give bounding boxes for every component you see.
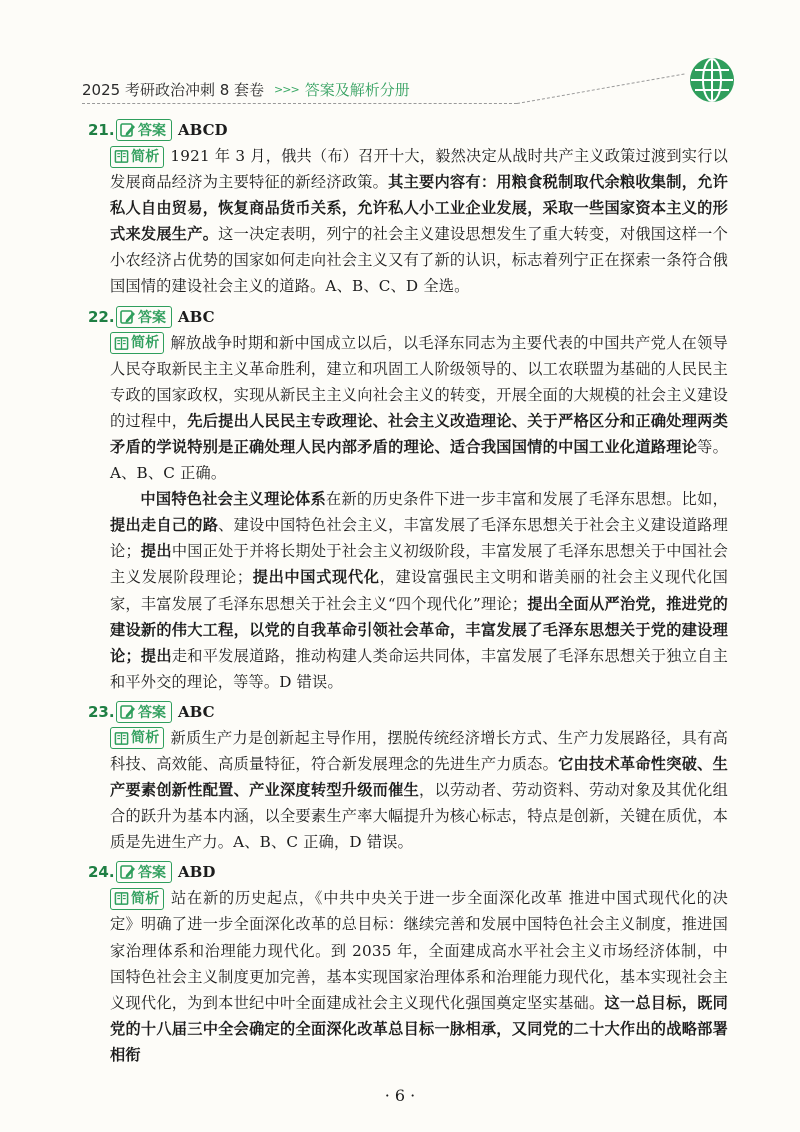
- pencil-icon: [120, 704, 136, 720]
- analysis-paragraph: [110, 725, 728, 855]
- answer-label-badge: [116, 306, 172, 328]
- bold-text: 提出走自己的路: [110, 516, 219, 535]
- analysis-paragraph: [110, 885, 728, 1068]
- question-number: 21.: [88, 121, 115, 139]
- analysis-label-badge: [110, 146, 164, 168]
- book-icon: [114, 731, 129, 746]
- answer-value: ABD: [178, 863, 216, 882]
- text-segment: 走和平发展道路，推动构建人类命运共同体，丰富发展了毛泽东思想关于独立自主和平外交的理论，等等。D 错误。: [110, 646, 728, 691]
- question-number: 23.: [88, 702, 115, 721]
- analysis-label-badge: [110, 888, 164, 910]
- bold-text: 提出中国式现代化: [252, 568, 380, 587]
- answer-content: [88, 113, 728, 1068]
- bold-text: 提出: [140, 542, 172, 561]
- header-divider: [82, 103, 517, 104]
- answer-label: 答案: [138, 704, 166, 721]
- analysis-label: 简析: [131, 890, 160, 907]
- analysis-label: 简析: [131, 148, 160, 165]
- book-icon: [114, 891, 129, 906]
- bold-text: 其主要内容有：用粮食税制取代余粮收集制，允许私人自由贸易，恢复商品货币关系，允许私人小工业企业发展，采取一些国家资本主义的形式来发展生产。: [110, 173, 728, 244]
- answer-value: ABC: [178, 702, 215, 721]
- book-title: 2025 考研政治冲刺 8 套卷: [82, 80, 265, 99]
- analysis-paragraph: [110, 143, 728, 300]
- analysis-label: 简析: [131, 730, 160, 747]
- analysis-paragraph: [110, 486, 728, 695]
- section-subtitle: 答案及解析分册: [304, 80, 410, 99]
- book-icon: [114, 149, 129, 164]
- question-number: 22.: [88, 307, 115, 326]
- text-segment: ，建设富强民主文明和谐美丽的社会主义现代化国家，丰富发展了毛泽东思想关于社会主义“四个现代化”理论；: [110, 568, 728, 613]
- answer-label-badge: [116, 119, 172, 141]
- answer-label-badge: [116, 861, 172, 883]
- text-segment: 1921 年 3 月，俄共（布）召开十大，毅然决定从战时共产主义政策过渡到实行以发展商品经济为主要特征的新经济政策。: [110, 147, 728, 192]
- pencil-icon: [120, 864, 136, 880]
- bold-text: 先后提出人民民主专政理论、社会主义改造理论、关于严格区分和正确处理两类矛盾的学说特别是正确处理人民内部矛盾的理论、适合我国国情的中国工业化道路理论: [110, 411, 729, 456]
- bold-text: 它由技术革命性突破、生产要素创新性配置、产业深度转型升级而催生: [110, 754, 728, 800]
- question-header: [88, 117, 728, 143]
- page-number: · 6 ·: [384, 1086, 416, 1105]
- text-segment: 在新的历史条件下进一步丰富和发展了毛泽东思想。比如，: [325, 490, 729, 509]
- answer-label: 答案: [138, 865, 166, 882]
- text-segment: 新质生产力是创新起主导作用，摆脱传统经济增长方式、生产力发展路径，具有高科技、高效能、高质量特征，符合新发展理念的先进生产力质态。: [110, 728, 728, 773]
- analysis-label: 简析: [131, 335, 160, 352]
- question-header: [88, 699, 728, 725]
- text-segment: 中国正处于并将长期处于社会主义初级阶段，丰富发展了毛泽东思想关于中国社会主义发展阶段理论；: [110, 542, 728, 587]
- analysis-label-badge: [110, 727, 164, 749]
- arrows-icon: >>>: [274, 82, 299, 96]
- pencil-icon: [120, 309, 136, 325]
- analysis-label-badge: [110, 332, 164, 354]
- pencil-icon: [120, 122, 136, 138]
- answer-value: ABC: [178, 307, 215, 326]
- answer-label-badge: [116, 701, 172, 723]
- question-number: 24.: [88, 863, 115, 882]
- text-segment: 站在新的历史起点，《中共中央关于进一步全面深化改革 推进中国式现代化的决定》明确了进一步全面深化改革的总目标：继续完善和发展中国特色社会主义制度，推进国家治理体系和治理能力现代化。到 2035 年，全面建成高水平社会主义市场经济体制，中国特色社会主义制度更加完善，基本实现国家治理体系和治理能力现代化，基本实现社会主义现代化，为到本世纪中叶全面建成社会主义现代化强国奠定坚实基础。: [110, 889, 728, 1012]
- answer-label: 答案: [138, 309, 166, 326]
- question-header: [88, 304, 728, 330]
- answer-label: 答案: [138, 123, 166, 139]
- bold-text: 提出全面从严治党，推进党的建设新的伟大工程，以党的自我革命引领社会革命，丰富发展了毛泽东思想关于党的建设理论；: [110, 594, 728, 665]
- globe-logo-icon: [688, 56, 736, 104]
- question-header: [88, 859, 728, 885]
- bold-text: 这一总目标，既同党的十八届三中全会确定的全面深化改革总目标一脉相承，又同党的二十大作出的战略部署相衔: [110, 993, 728, 1064]
- answer-value: ABCD: [178, 121, 228, 139]
- text-segment: 这一决定表明，列宁的社会主义建设思想发生了重大转变，对俄国这样一个小农经济占优势的国家如何走向社会主义又有了新的认识，标志着列宁正在探索一条符合俄国国情的建设社会主义的道路。A、B、C、D 全选。: [110, 225, 728, 296]
- analysis-paragraph: [110, 330, 728, 487]
- text-segment: ，以劳动者、劳动资料、劳动对象及其优化组合的跃升为基本内涵，以全要素生产率大幅提升为核心标志，特点是创新，关键在质优，本质是先进生产力。A、B、C 正确，D 错误。: [110, 781, 729, 852]
- text-segment: 、建设中国特色社会主义，丰富发展了毛泽东思想关于社会主义建设道路理论；: [110, 516, 728, 561]
- book-icon: [114, 336, 129, 351]
- text-segment: 等。A、B、C 正确。: [110, 437, 728, 483]
- text-segment: 解放战争时期和新中国成立以后，以毛泽东同志为主要代表的中国共产党人在领导人民夺取新民主主义革命胜利，建立和巩固工人阶级领导的、以工农联盟为基础的人民民主专政的国家政权，实现从新民主主义向社会主义的转变，开展全面的大规模的社会主义建设的过程中，: [110, 333, 728, 430]
- bold-text: 提出: [140, 646, 172, 665]
- bold-text: 中国特色社会主义理论体系: [140, 490, 326, 509]
